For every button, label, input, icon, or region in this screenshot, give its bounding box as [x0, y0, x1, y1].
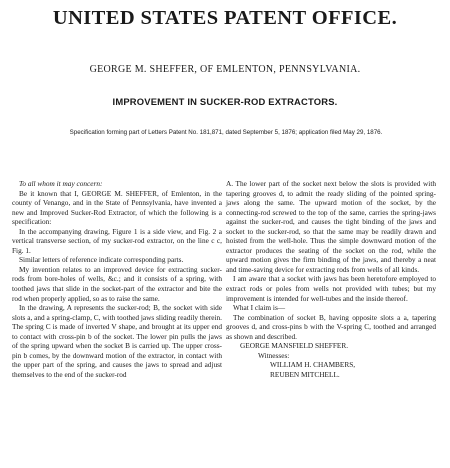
- witnesses-label: Witnesses:: [258, 350, 290, 360]
- paragraph: A. The lower part of the socket next below the slots is provided with tapering grooves d, to admit the ready sliding of the pointed spring-jaws along the same. The upward motion of the socket, by the connecting-rod screwed to the top of the same, carries the spring-jaws against the sucker-rod, and causes the tight binding of the jaws and socket to the sucker-rod, so that the same may be readily drawn and hoisted from the well-hole. Thus the simple downward motion of the extractor produces the seating of the socket on the rod, while the upward motion gives the firm binding of the jaws, and thereby a neat and time-saving device for extracting rods from wells of all kinds.: [226, 179, 436, 274]
- specification-line: Specification forming part of Letters Patent No. 181,871, dated September 5, 1876; application filed May 29, 1876.: [69, 129, 383, 136]
- paragraph: In the drawing, A represents the sucker-rod; B, the socket with side slots a, and a spring-clamp, C, with toothed jaws sliding readily therein. The spring C is made of inverted V shape, and brought at its upper end to contact with cross-pin b of the socket. The lower pin pulls the jaws of the spring upward when the socket B is carried up. The upper cross-pin b comes, by the downward motion of the extractor, in contact with the upper part of the spring, and causes the jaws to spread and adjust themselves to the end of the sucker-rod: [12, 303, 222, 379]
- witness-name: REUBEN MITCHELL.: [270, 369, 340, 379]
- witness-name: WILLIAM H. CHAMBERS,: [270, 360, 356, 370]
- paragraph: I am aware that a socket with jaws has been heretofore employed to extract rods or poles from wells not provided with tubes; but my improvement is intended for well-tubes and the inside thereof.: [226, 274, 436, 303]
- patent-title: IMPROVEMENT IN SUCKER-ROD EXTRACTORS.: [112, 96, 338, 107]
- left-column: [12, 179, 222, 379]
- office-heading: UNITED STATES PATENT OFFICE.: [52, 7, 398, 29]
- paragraph: Similar letters of reference indicate corresponding parts.: [19, 255, 184, 265]
- salutation: To all whom it may concern:: [19, 179, 103, 188]
- paragraph: My invention relates to an improved device for extracting sucker-rods from bore-holes of wells, &c.; and it consists of a spring, with toothed jaws that slide in the socket-part of the extractor and bite the rod when properly applied, so as to raise the same.: [12, 264, 222, 303]
- claim: The combination of socket B, having opposite slots a a, tapering grooves d, and cross-pins b with the V-spring C, toothed and arranged as shown and described.: [226, 312, 436, 341]
- inventor-line: GEORGE M. SHEFFER, OF EMLENTON, PENNSYLVANIA.: [89, 64, 361, 75]
- signature-name: GEORGE MANSFIELD SHEFFER.: [240, 341, 349, 351]
- right-column: [226, 179, 436, 379]
- claim-intro: What I claim is—: [233, 303, 286, 313]
- paragraph: Be it known that I, GEORGE M. SHEFFER, of Emlenton, in the county of Venango, and in the State of Pennsylvania, have invented a new and Improved Sucker-Rod Extractor, of which the following is a specification:: [12, 188, 222, 227]
- inventor-signature: [226, 341, 436, 351]
- paragraph: In the accompanying drawing, Figure 1 is a side view, and Fig. 2 a vertical transverse section, of my sucker-rod extractor, on the line c c, Fig. 1.: [12, 226, 222, 255]
